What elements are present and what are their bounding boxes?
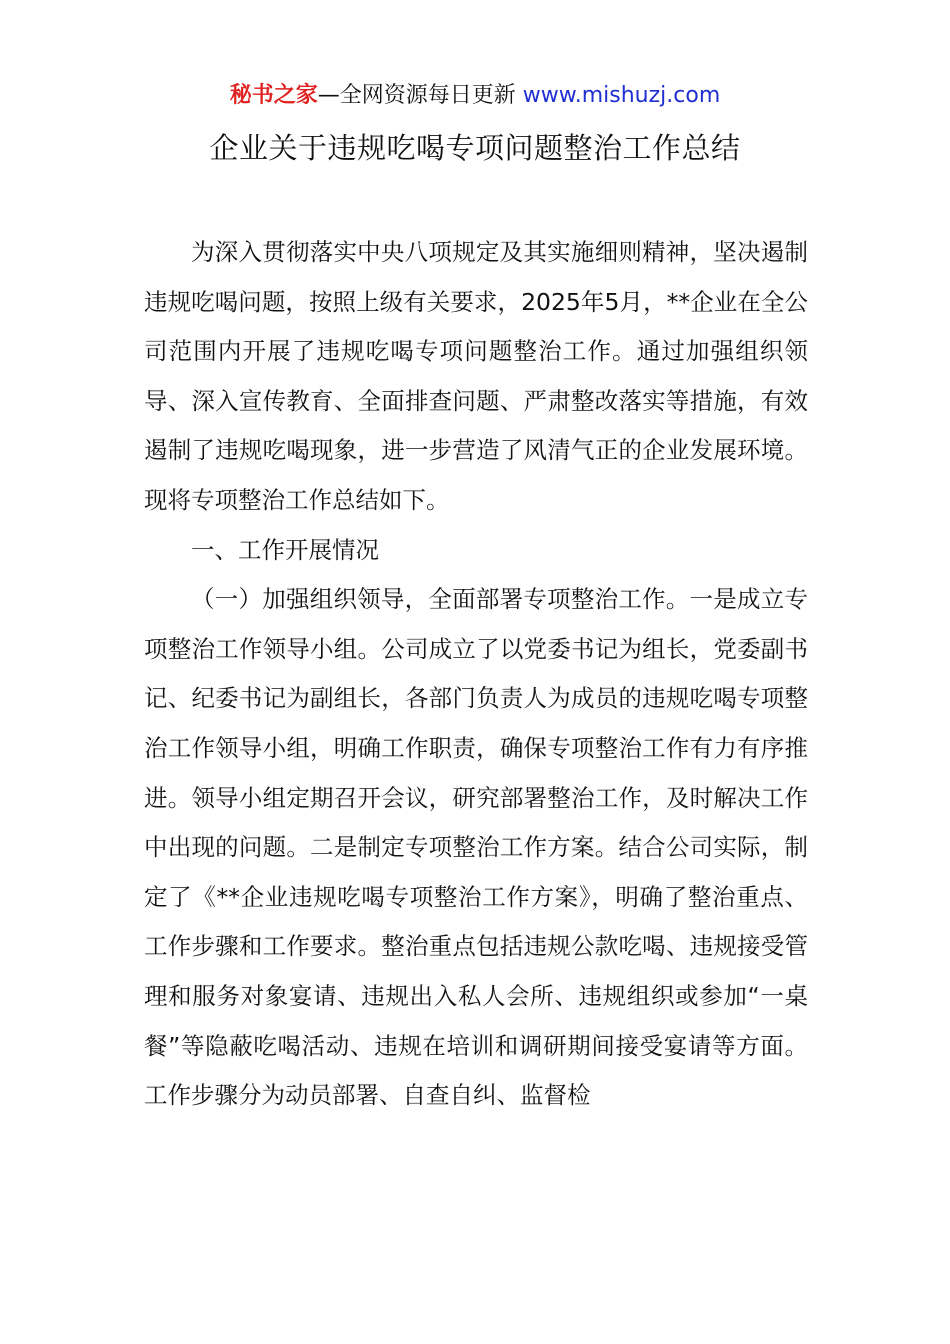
site-url-link[interactable]: www.mishuzj.com — [522, 83, 721, 108]
paragraph-intro: 为深入贯彻落实中央八项规定及其实施细则精神，坚决遏制违规吃喝问题，按照上级有关要求，2025年5月，**企业在全公司范围内开展了违规吃喝专项问题整治工作。通过加强组织领导、深入宣传教育、全面排查问题、严肃整改落实等措施，有效遏制了违规吃喝现象，进一步营造了风清气正的企业发展环境。现将专项整治工作总结如下。 — [144, 238, 808, 514]
paragraph-section-1-1: （一）加强组织领导，全面部署专项整治工作。一是成立专项整治工作领导小组。公司成立了以党委书记为组长，党委副书记、纪委书记为副组长，各部门负责人为成员的违规吃喝专项整治工作领导小组，明确工作职责，确保专项整治工作有力有序推进。领导小组定期召开会议，研究部署整治工作，及时解决工作中出现的问题。二是制定专项整治工作方案。结合公司实际，制定了《**企业违规吃喝专项整治工作方案》，明确了整治重点、工作步骤和工作要求。整治重点包括违规公款吃喝、违规接受管理和服务对象宴请、违规出入私人会所、违规组织或参加“一桌餐”等隐蔽吃喝活动、违规在培训和调研期间接受宴请等方面。工作步骤分为动员部署、自查自纠、监督检 — [144, 585, 808, 1110]
section-heading-1: 一、工作开展情况 — [191, 535, 379, 564]
document-title: 企业关于违规吃喝专项问题整治工作总结 — [209, 131, 741, 165]
site-tagline: —全网资源每日更新 — [317, 83, 523, 108]
site-brand: 秘书之家 — [229, 83, 318, 108]
site-header — [0, 80, 950, 112]
document-body — [144, 228, 808, 1121]
